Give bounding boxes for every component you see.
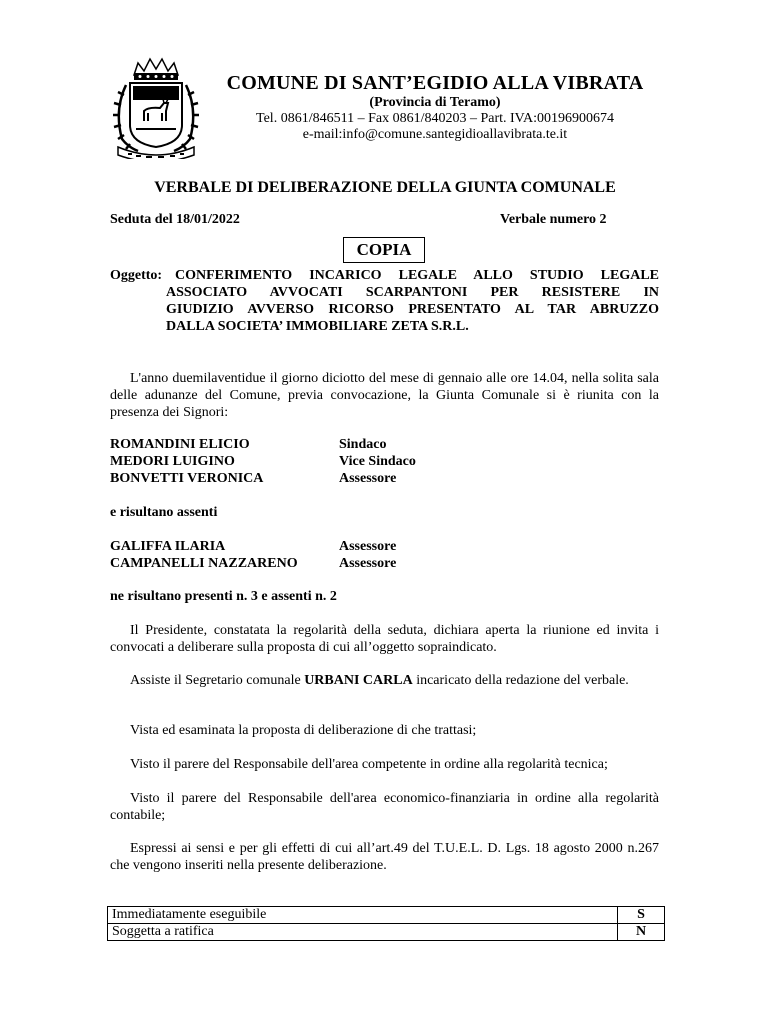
subject-line-3: GIUDIZIO AVVERSO RICORSO PRESENTATO AL TAR ABRUZZO [166,302,659,317]
absent-member-role: Assessore [339,556,397,571]
subject-line-2: ASSOCIATO AVVOCATI SCARPANTONI PER RESISTERE IN [166,285,659,300]
document-title: VERBALE DI DELIBERAZIONE DELLA GIUNTA COMUNALE [154,179,616,196]
flag-label: Soggetta a ratifica [108,924,618,941]
absent-member-name: GALIFFA ILARIA [110,539,226,554]
flag-value: N [618,924,665,941]
present-member-name: BONVETTI VERONICA [110,471,264,486]
province-line: (Provincia di Teramo) [369,95,501,110]
subject-line-1: CONFERIMENTO INCARICO LEGALE ALLO STUDIO LEGALE [175,268,659,283]
secretary-name: URBANI CARLA [304,673,413,688]
attendance-count: ne risultano presenti n. 3 e assenti n. 2 [110,589,337,604]
session-date: Seduta del 18/01/2022 [110,212,240,227]
secretary-paragraph [110,672,659,689]
flag-value: S [618,907,665,924]
technical-opinion-paragraph: Visto il parere del Responsabile dell'area competente in ordine alla regolarità tecnica; [130,757,608,772]
intro-paragraph: L'anno duemilaventidue il giorno diciotto del mese di gennaio alle ore 14.04, nella solita sala delle adunanze del Comune, previa convocazione, la Giunta Comunale si è riunita con la presenza dei Signori: [110,371,659,420]
opinions-inserted-paragraph: Espressi ai sensi e per gli effetti di cui all’art.49 del T.U.E.L. D. Lgs. 18 agosto 2000 n.267 che vengono inseriti nella presente deliberazione. [110,841,659,873]
accounting-opinion-paragraph: Visto il parere del Responsabile dell'area economico-finanziaria in ordine alla regolarità contabile; [110,791,659,823]
present-member-name: ROMANDINI ELICIO [110,437,250,452]
email-line: e-mail:info@comune.santegidioallavibrata.te.it [302,127,568,142]
table-row [108,924,665,941]
contacts-line: Tel. 0861/846511 – Fax 0861/840203 – Part. IVA:00196900674 [256,111,614,126]
flag-label: Immediatamente eseguibile [108,907,618,924]
proposal-paragraph: Vista ed esaminata la proposta di deliberazione di che trattasi; [130,723,477,738]
present-member-name: MEDORI LUIGINO [110,454,235,469]
table-row [108,907,665,924]
absent-member-name: CAMPANELLI NAZZARENO [110,556,298,571]
present-member-role: Sindaco [339,437,387,452]
president-paragraph: Il Presidente, constatata la regolarità della seduta, dichiara aperta la riunione ed invita i convocati a deliberare sulla proposta di cui all’oggetto sopraindicato. [110,623,659,655]
subject-line-4: DALLA SOCIETA’ IMMOBILIARE ZETA S.R.L. [166,319,469,334]
secretary-post-text: incaricato della redazione del verbale. [412,673,629,688]
absent-label: e risultano assenti [110,505,218,520]
minutes-number: Verbale numero 2 [500,212,607,227]
absent-member-role: Assessore [339,539,397,554]
present-member-role: Assessore [339,471,397,486]
execution-flags-table [107,906,665,941]
present-member-role: Vice Sindaco [339,454,416,469]
municipality-name: COMUNE DI SANT’EGIDIO ALLA VIBRATA [226,72,644,94]
subject-label: Oggetto: [110,268,163,283]
copy-stamp-box: COPIA [343,237,425,263]
secretary-pre-text: Assiste il Segretario comunale [130,673,305,688]
